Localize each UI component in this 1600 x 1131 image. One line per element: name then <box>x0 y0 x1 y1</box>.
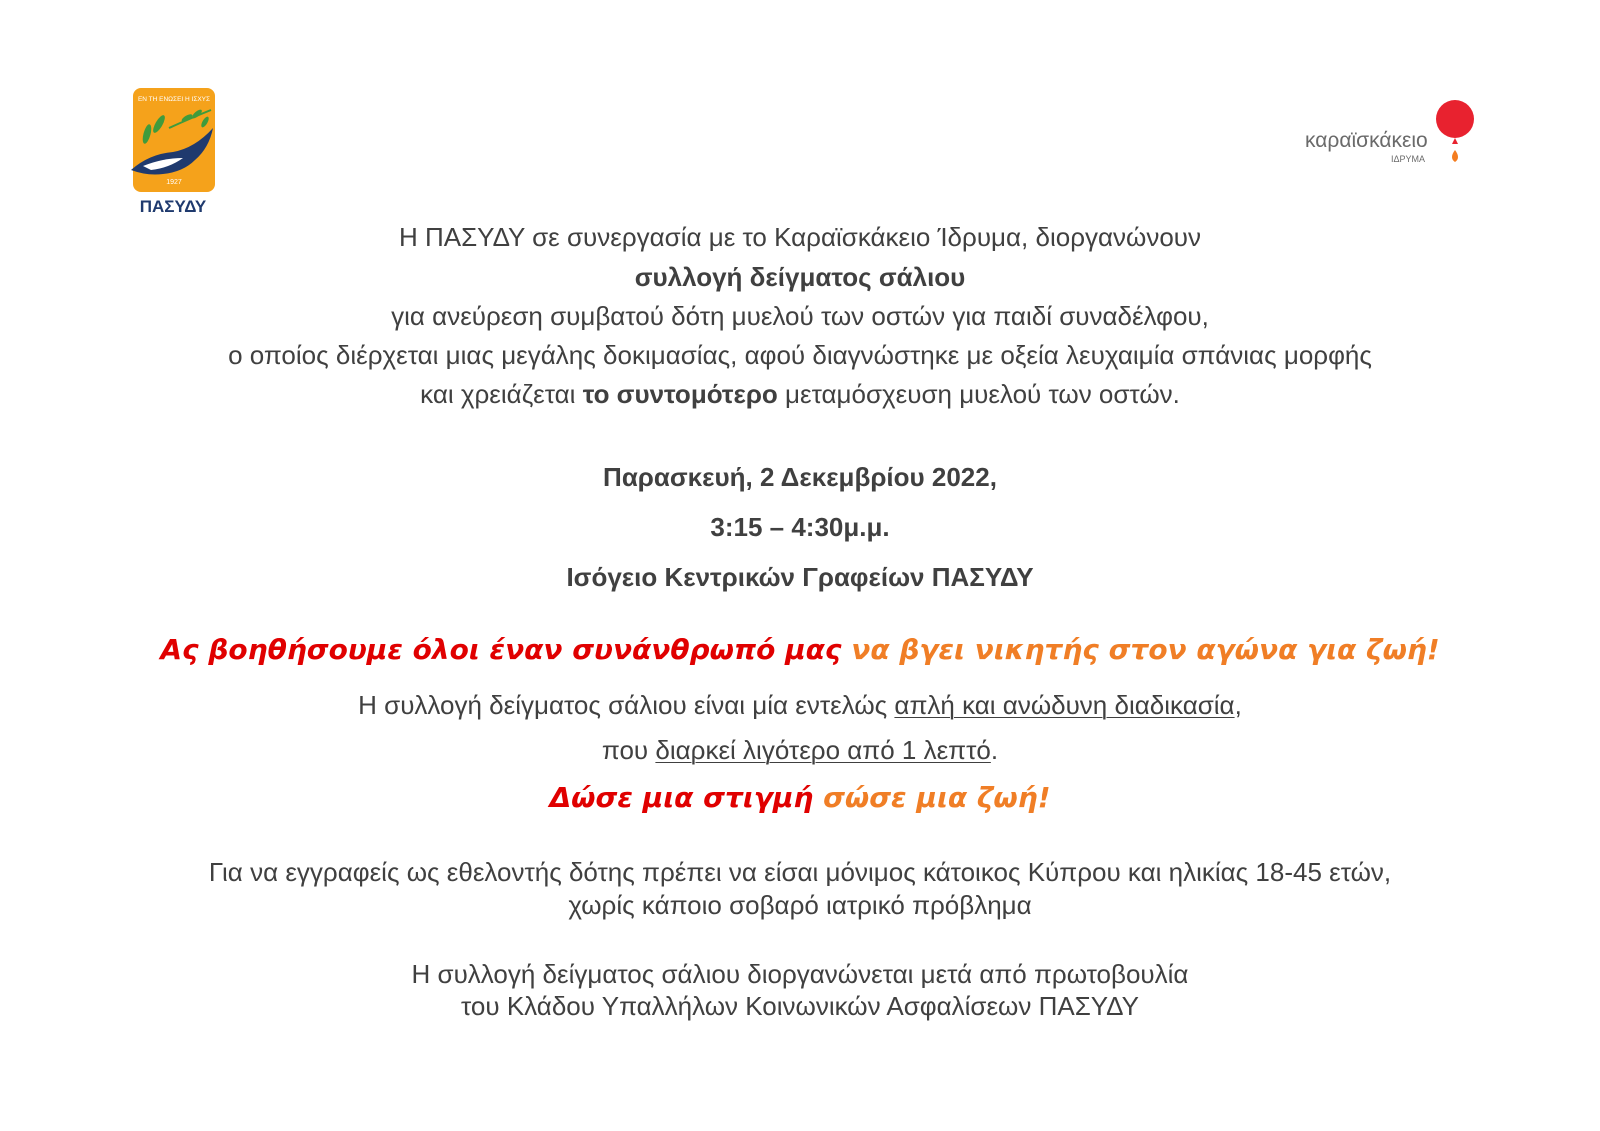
intro-line-5-end: μεταμόσχευση μυελού των οστών. <box>777 379 1180 409</box>
event-place: Ισόγειο Κεντρικών Γραφείων ΠΑΣΥΔΥ <box>566 562 1034 592</box>
info-line-1-start: Η συλλογή δείγματος σάλιου είναι μία εντελώς <box>358 690 895 720</box>
info-line-1 <box>0 690 1600 721</box>
footer-line-2: του Κλάδου Υπαλλήλων Κοινωνικών Ασφαλίσεων ΠΑΣΥΔΥ <box>461 991 1139 1021</box>
slogan-2 <box>0 781 1600 814</box>
slogan-1 <box>0 633 1600 666</box>
intro-line-3: για ανεύρεση συμβατού δότη μυελού των οστών για παιδί συναδέλφου, <box>391 301 1209 331</box>
info-line-2 <box>0 735 1600 766</box>
intro-line-5 <box>0 379 1600 410</box>
drop-icon <box>1452 150 1458 162</box>
intro-line-5-bold: το συντομότερο <box>582 379 778 409</box>
event-date: Παρασκευή, 2 Δεκεμβρίου 2022, <box>603 462 997 492</box>
intro-line-5-start: και χρειάζεται <box>420 379 583 409</box>
event-time: 3:15 – 4:30μ.μ. <box>710 512 890 542</box>
slogan-1-red: Ας βοηθήσουμε όλοι έναν συνάνθρωπό μας <box>160 633 842 666</box>
karaiskakeio-logo <box>1305 100 1515 170</box>
intro-line-4: ο οποίος διέρχεται μιας μεγάλης δοκιμασίας, αφού διαγνώστηκε με οξεία λευχαιμία σπάνιας μορφής <box>228 340 1372 370</box>
slogan-2-orange: σώσε μια ζωή! <box>823 781 1051 814</box>
slogan-2-red: Δώσε μια στιγμή <box>549 781 814 814</box>
slogan-1-orange: να βγει νικητής στον αγώνα για ζωή! <box>851 633 1440 666</box>
intro-line-1: Η ΠΑΣΥΔΥ σε συνεργασία με το Καραϊσκάκειο Ίδρυμα, διοργανώνουν <box>398 222 1202 252</box>
balloon-icon <box>1436 100 1474 138</box>
karaiskakeio-sub: ΙΔΡΥΜΑ <box>1391 154 1426 164</box>
info-line-2-start: που <box>601 735 656 765</box>
pasydy-logo <box>129 88 229 218</box>
info-line-1-underlined: απλή και ανώδυνη διαδικασία <box>894 690 1235 720</box>
info-line-1-end: , <box>1234 690 1242 720</box>
eligibility-line-1: Για να εγγραφείς ως εθελοντής δότης πρέπει να είσαι μόνιμος κάτοικος Κύπρου και ηλικίας 18-45 ετών, <box>208 857 1392 887</box>
eligibility-line-2: χωρίς κάποιο σοβαρό ιατρικό πρόβλημα <box>568 890 1032 920</box>
footer-line-1: Η συλλογή δείγματος σάλιου διοργανώνεται μετά από πρωτοβουλία <box>411 959 1189 989</box>
karaiskakeio-name: καραϊσκάκειο <box>1305 129 1428 152</box>
info-line-2-underlined: διαρκεί λιγότερο από 1 λεπτό <box>655 735 991 765</box>
intro-highlight: συλλογή δείγματος σάλιου <box>634 262 966 292</box>
info-line-2-end: . <box>990 735 999 765</box>
pasydy-name: ΠΑΣΥΔΥ <box>139 197 207 216</box>
pasydy-year: 1927 <box>166 179 182 186</box>
pasydy-motto: ΕΝ ΤΗ ΕΝΩΣΕΙ Η ΙΣΧΥΣ <box>137 96 211 103</box>
